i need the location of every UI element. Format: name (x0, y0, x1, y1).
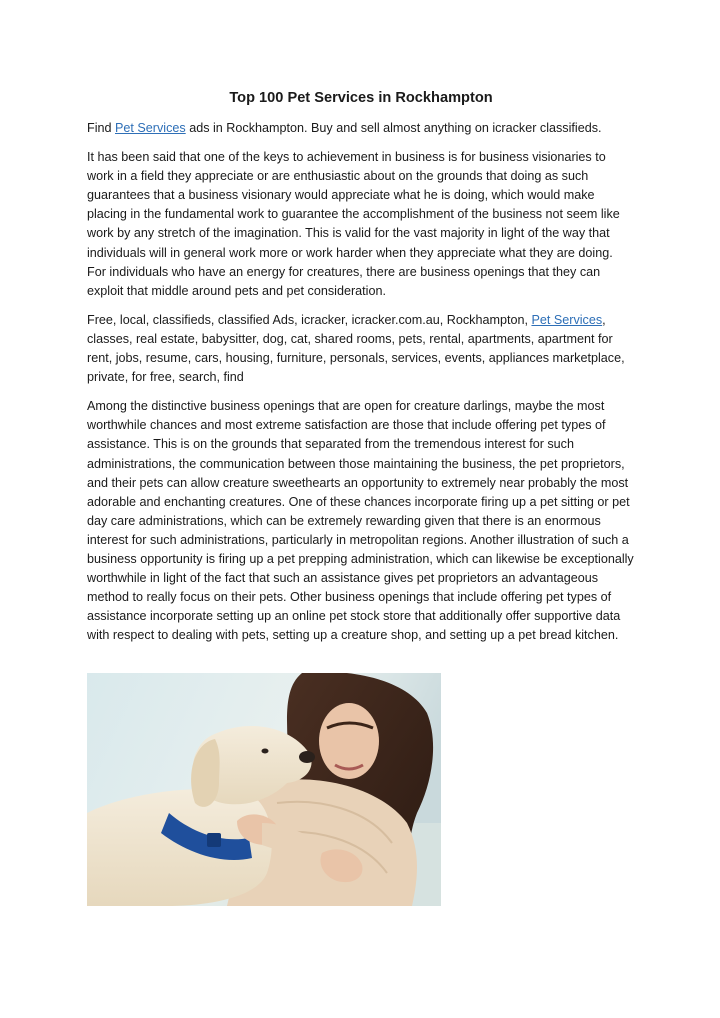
keywords-paragraph (87, 311, 635, 387)
intro-text-after: ads in Rockhampton. Buy and sell almost anything on icracker classifieds. (185, 121, 602, 135)
intro-paragraph (87, 119, 635, 138)
woman-hugging-dog-photo (87, 673, 441, 906)
body-paragraph-2: Among the distinctive business openings that are open for creature darlings, maybe the most worthwhile chances and most extreme satisfaction are those that include offering pet types of assistance. This is on the grounds that separated from the tremendous interest for such administrations, the communication between those maintaining the business, the pet proprietors, and their pets can allow creature sweethearts an opportunity to extremely near probably the most adorable and enchanting creatures. One of these chances incorporate firing up a pet sitting or pet day care administrations, which can be extremely rewarding given that there is an enormous interest for such administrations, particularly in metropolitan regions. Another illustration of such a business opportunity is firing up a pet prepping administration, which can likewise be exceptionally worthwhile in light of the fact that such an assistance gives pet proprietors an advantageous method to really focus on their pets. Other business openings that include offering pet types of assistance incorporate setting up an online pet stock store that additionally offer supportive data with respect to dealing with pets, setting up a creature shop, and setting up a pet bread kitchen. (87, 399, 634, 643)
pet-services-link[interactable]: Pet Services (115, 121, 186, 135)
body-paragraph-1: It has been said that one of the keys to achievement in business is for business visionaries to work in a field they appreciate or are enthusiastic about on the grounds that doing as such guarantees that a business visionary would appreciate what he is doing, which would make placing in the fundamental work to guarantee the accomplishment of the business not seem like work by any stretch of the imagination. This is valid for the vast majority in light of the way that individuals will in general work more or work harder when they appreciate what they are doing. For individuals who have an energy for creatures, there are business openings that they can exploit that middle around pets and pet consideration. (87, 150, 620, 298)
page-title: Top 100 Pet Services in Rockhampton (229, 90, 493, 106)
keywords-text-before: Free, local, classifieds, classified Ads, icracker, icracker.com.au, Rockhampton, (87, 312, 532, 327)
intro-text-before: Find (87, 121, 115, 135)
pet-services-keyword-link[interactable]: Pet Services (531, 312, 603, 327)
keywords-text-after: , classes, real estate, babysitter, dog, cat, shared rooms, pets, rental, apartments, apartment for rent, jobs, resume, cars, housing, furniture, personals, services, events, appliances marketplace, private, for free, search, find (87, 312, 625, 385)
document-body (87, 88, 635, 655)
